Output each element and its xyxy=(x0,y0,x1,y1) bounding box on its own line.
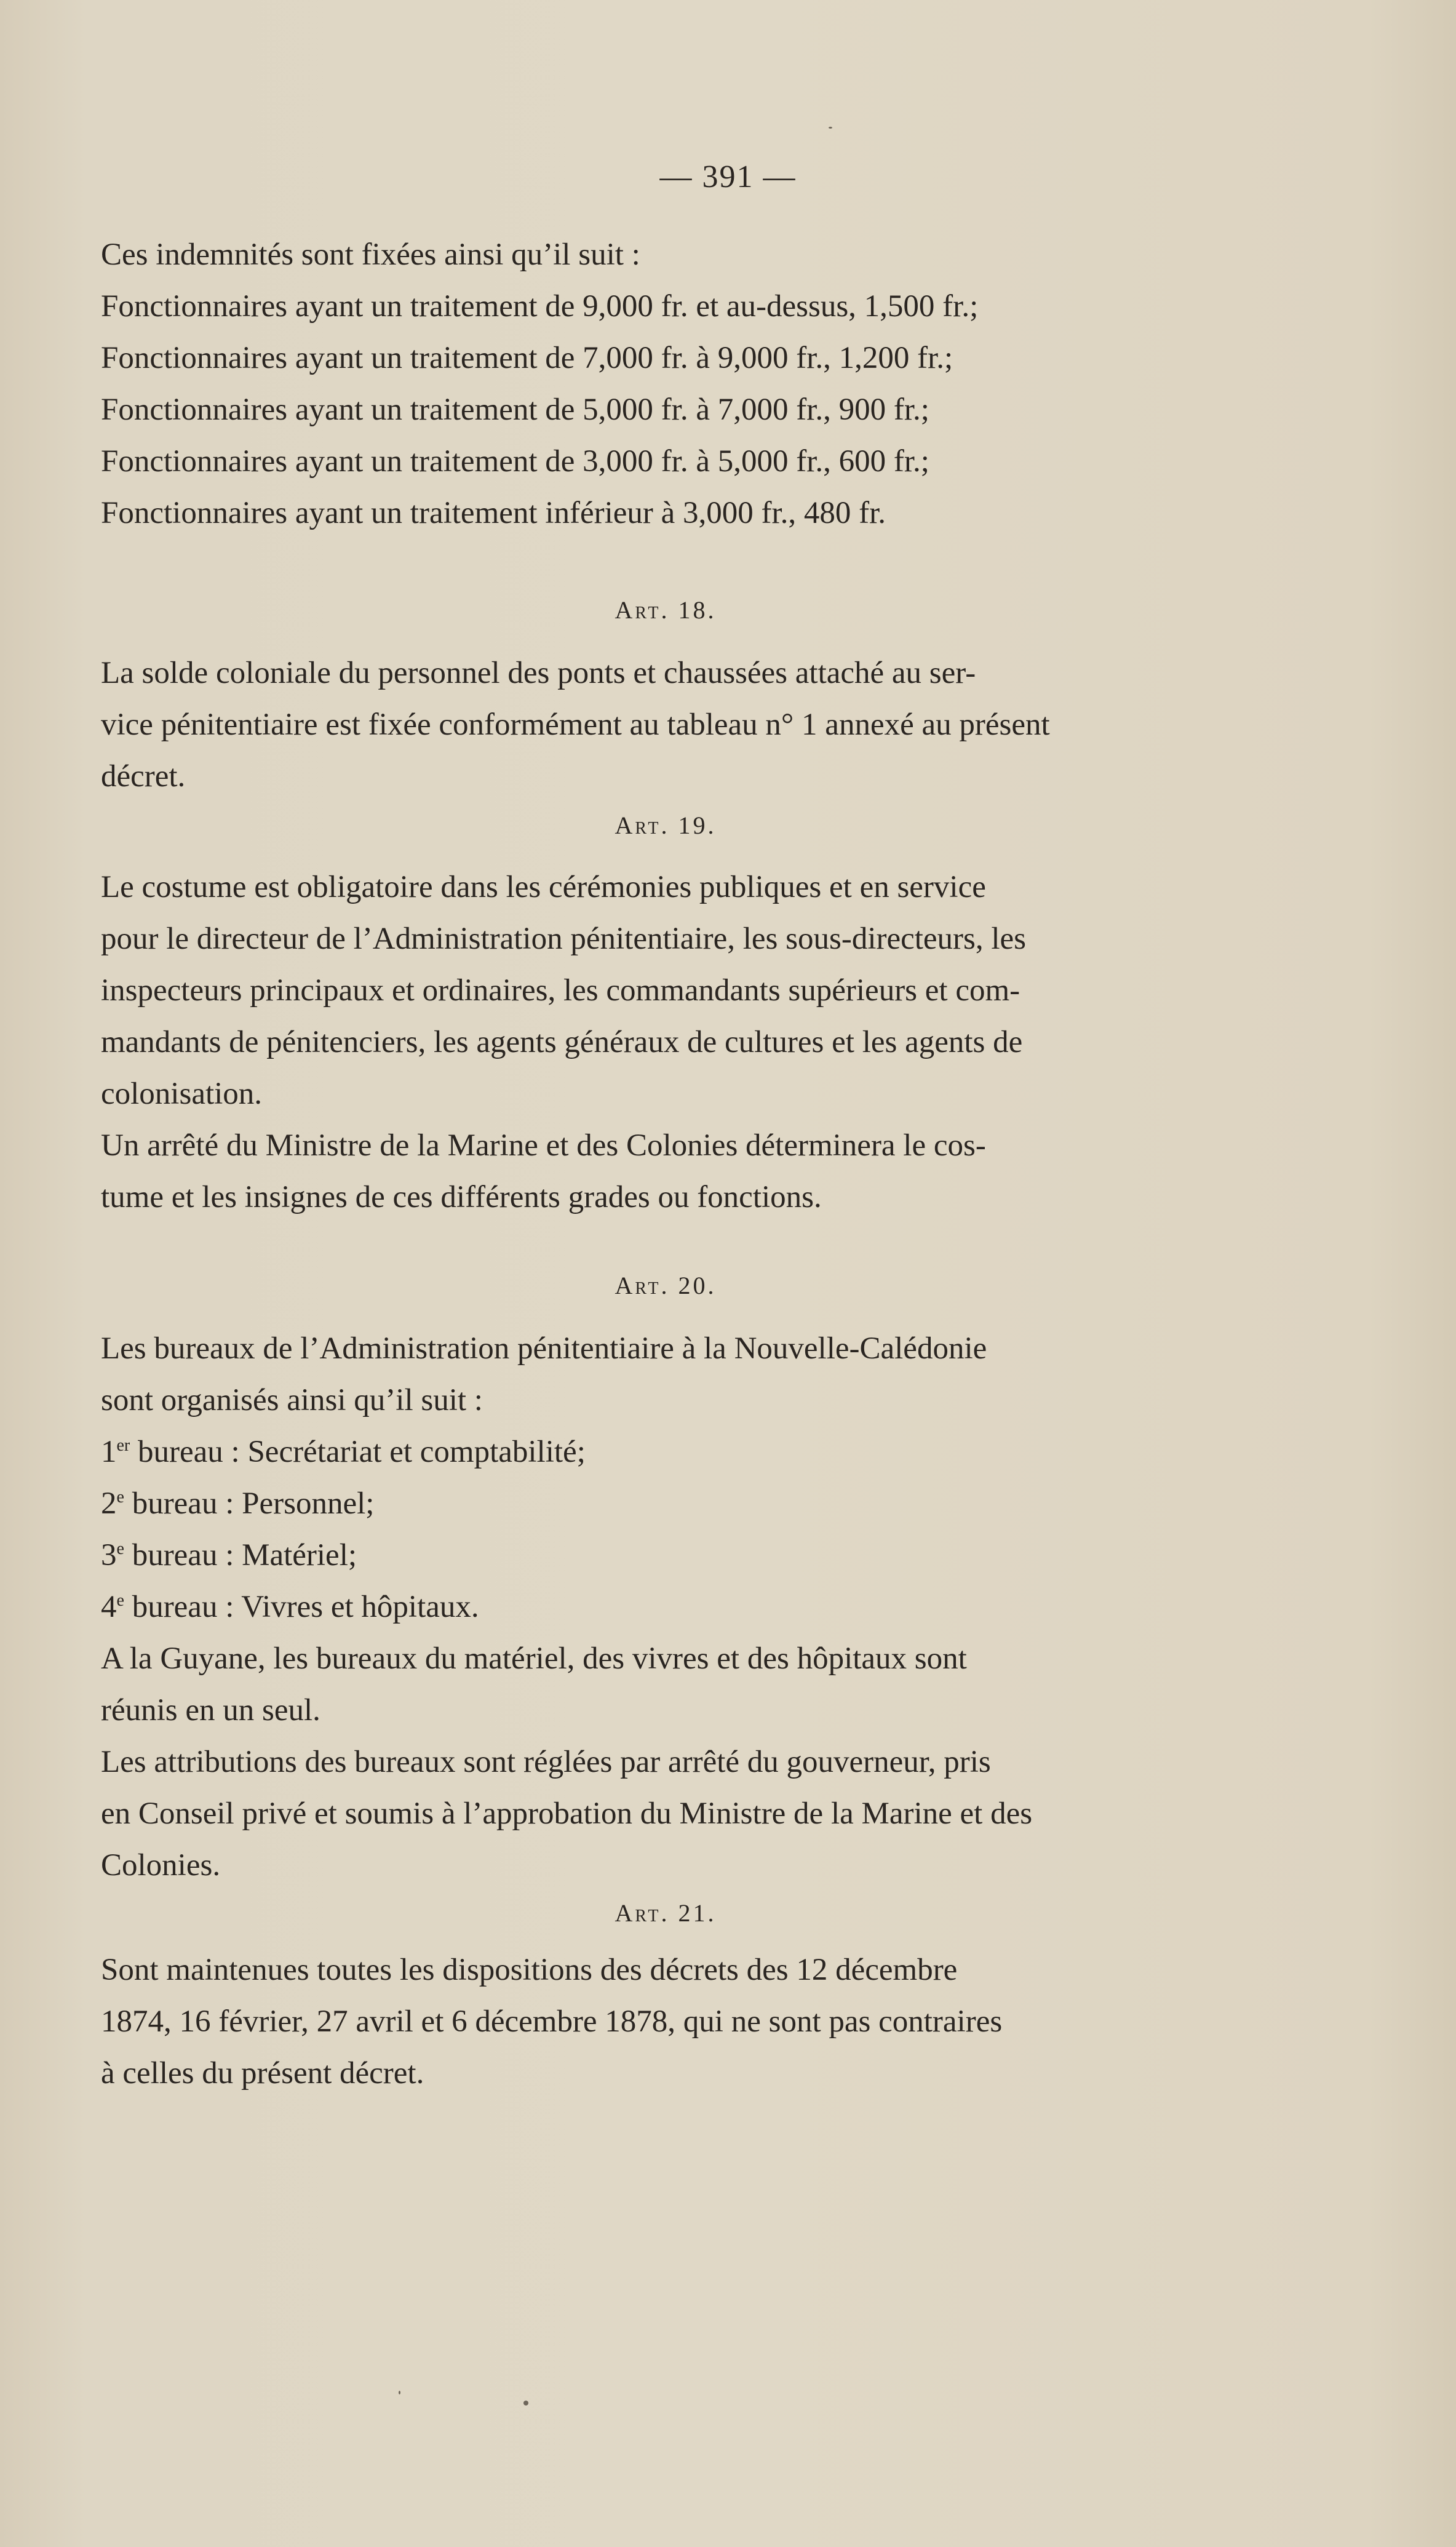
article-heading-20: Art. 20. xyxy=(615,1272,717,1299)
bureau-number: 2 xyxy=(101,1486,117,1521)
page-number: — 391 — xyxy=(659,159,797,194)
article-21-line: 1874, 16 février, 27 avril et 6 décembre 1878, qui ne sont pas contraires xyxy=(101,2004,1003,2039)
article-19-line: pour le directeur de l’Administration pénitentiaire, les sous-directeurs, les xyxy=(101,922,1027,956)
article-18-line: décret. xyxy=(101,759,186,794)
salary-line: Fonctionnaires ayant un traitement de 5,000 fr. à 7,000 fr., 900 fr.; xyxy=(101,393,929,427)
salary-line: Fonctionnaires ayant un traitement de 9,000 fr. et au-dessus, 1,500 fr.; xyxy=(101,289,979,324)
article-19-line: Le costume est obligatoire dans les cérémonies publiques et en service xyxy=(101,870,986,904)
bureau-number: 4 xyxy=(101,1590,117,1624)
article-heading-18: Art. 18. xyxy=(615,596,717,624)
scan-speck xyxy=(523,2401,528,2406)
article-19-line: tume et les insignes de ces différents grades ou fonctions. xyxy=(101,1180,822,1214)
bureau-text: bureau : Personnel; xyxy=(124,1486,375,1521)
article-21-line: Sont maintenues toutes les dispositions des décrets des 12 décembre xyxy=(101,1953,958,1987)
bureau-number: 1 xyxy=(101,1435,117,1469)
salary-line: Fonctionnaires ayant un traitement inférieur à 3,000 fr., 480 fr. xyxy=(101,496,886,530)
bureau-number: 3 xyxy=(101,1538,117,1572)
article-20-line: réunis en un seul. xyxy=(101,1693,320,1728)
article-19-line: inspecteurs principaux et ordinaires, les commandants supérieurs et com- xyxy=(101,973,1020,1008)
article-heading-21: Art. 21. xyxy=(615,1899,717,1927)
article-19-line: Un arrêté du Ministre de la Marine et des Colonies déterminera le cos- xyxy=(101,1128,986,1163)
bureau-text: bureau : Secrétariat et comptabilité; xyxy=(130,1435,586,1469)
bureau-item xyxy=(101,1426,586,1478)
article-heading-19: Art. 19. xyxy=(615,811,717,839)
bureau-ordinal: e xyxy=(116,1591,124,1610)
bureau-ordinal: e xyxy=(116,1539,124,1558)
article-18-line: vice pénitentiaire est fixée conformément au tableau n° 1 annexé au présent xyxy=(101,708,1050,742)
article-20-line: Les bureaux de l’Administration pénitentiaire à la Nouvelle-Calédonie xyxy=(101,1331,987,1366)
bureau-ordinal: er xyxy=(116,1436,130,1455)
salary-line: Fonctionnaires ayant un traitement de 3,000 fr. à 5,000 fr., 600 fr.; xyxy=(101,444,929,479)
article-19-line: mandants de pénitenciers, les agents généraux de cultures et les agents de xyxy=(101,1025,1023,1059)
article-20-line: A la Guyane, les bureaux du matériel, des vivres et des hôpitaux sont xyxy=(101,1641,967,1676)
bureau-item xyxy=(101,1478,374,1529)
scan-speck xyxy=(399,2391,400,2394)
article-20-line: Les attributions des bureaux sont réglées par arrêté du gouverneur, pris xyxy=(101,1745,991,1779)
article-19-line: colonisation. xyxy=(101,1077,263,1111)
article-21-line: à celles du présent décret. xyxy=(101,2056,424,2091)
article-18-line: La solde coloniale du personnel des ponts et chaussées attaché au ser- xyxy=(101,656,976,690)
scan-speck xyxy=(829,127,832,129)
article-20-line: en Conseil privé et soumis à l’approbation du Ministre de la Marine et des xyxy=(101,1796,1033,1831)
bureau-text: bureau : Matériel; xyxy=(124,1538,357,1572)
bureau-item xyxy=(101,1529,357,1581)
bureau-item xyxy=(101,1581,479,1633)
article-20-line: Colonies. xyxy=(101,1848,221,1883)
bureau-ordinal: e xyxy=(116,1488,124,1507)
salary-line: Fonctionnaires ayant un traitement de 7,000 fr. à 9,000 fr., 1,200 fr.; xyxy=(101,341,953,375)
intro-line: Ces indemnités sont fixées ainsi qu’il suit : xyxy=(101,237,640,272)
article-20-line: sont organisés ainsi qu’il suit : xyxy=(101,1383,483,1417)
bureau-text: bureau : Vivres et hôpitaux. xyxy=(124,1590,479,1624)
